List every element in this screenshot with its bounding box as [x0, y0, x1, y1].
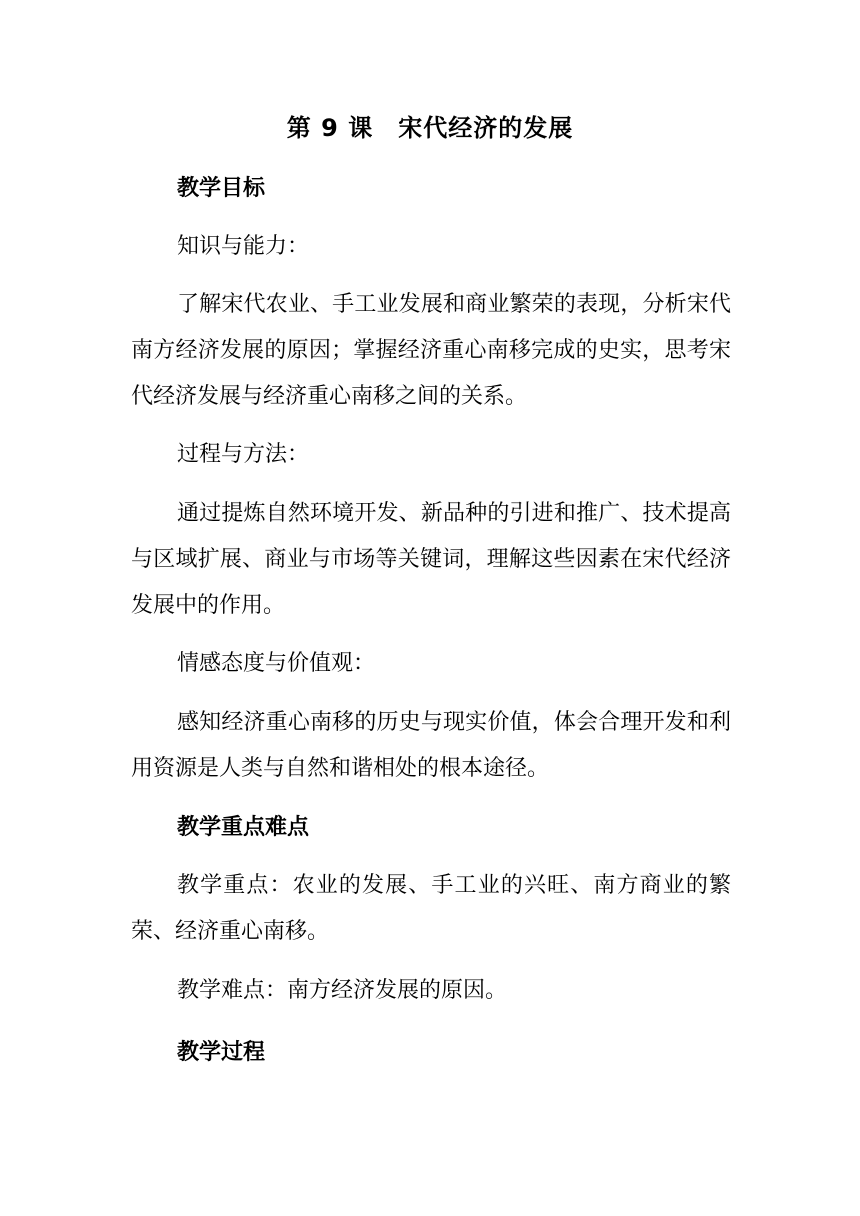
emotion-value-label: 情感态度与价值观： — [177, 651, 376, 676]
lesson-title: 第 9 课 宋代经济的发展 — [286, 114, 574, 142]
section-heading-keypoints: 教学重点难点 — [177, 815, 310, 840]
knowledge-ability-paragraph: 了解宋代农业、手工业发展和商业繁荣的表现，分析宋代南方经济发展的原因；掌握经济重心南移完成的史实，思考宋代经济发展与经济重心南移之间的关系。 — [131, 292, 731, 409]
difficulty-paragraph: 教学难点：南方经济发展的原因。 — [177, 978, 508, 1003]
knowledge-ability-label: 知识与能力： — [177, 234, 310, 259]
emotion-value-paragraph: 感知经济重心南移的历史与现实价值，体会合理开发和利用资源是人类与自然和谐相处的根本途径。 — [131, 710, 731, 781]
section-heading-process: 教学过程 — [177, 1040, 266, 1065]
process-method-label: 过程与方法： — [177, 442, 310, 467]
section-heading-goals: 教学目标 — [177, 176, 266, 201]
process-method-paragraph: 通过提炼自然环境开发、新品种的引进和推广、技术提高与区域扩展、商业与市场等关键词，理解这些因素在宋代经济发展中的作用。 — [131, 501, 731, 618]
keypoint-paragraph: 教学重点：农业的发展、手工业的兴旺、南方商业的繁荣、经济重心南移。 — [131, 873, 731, 944]
